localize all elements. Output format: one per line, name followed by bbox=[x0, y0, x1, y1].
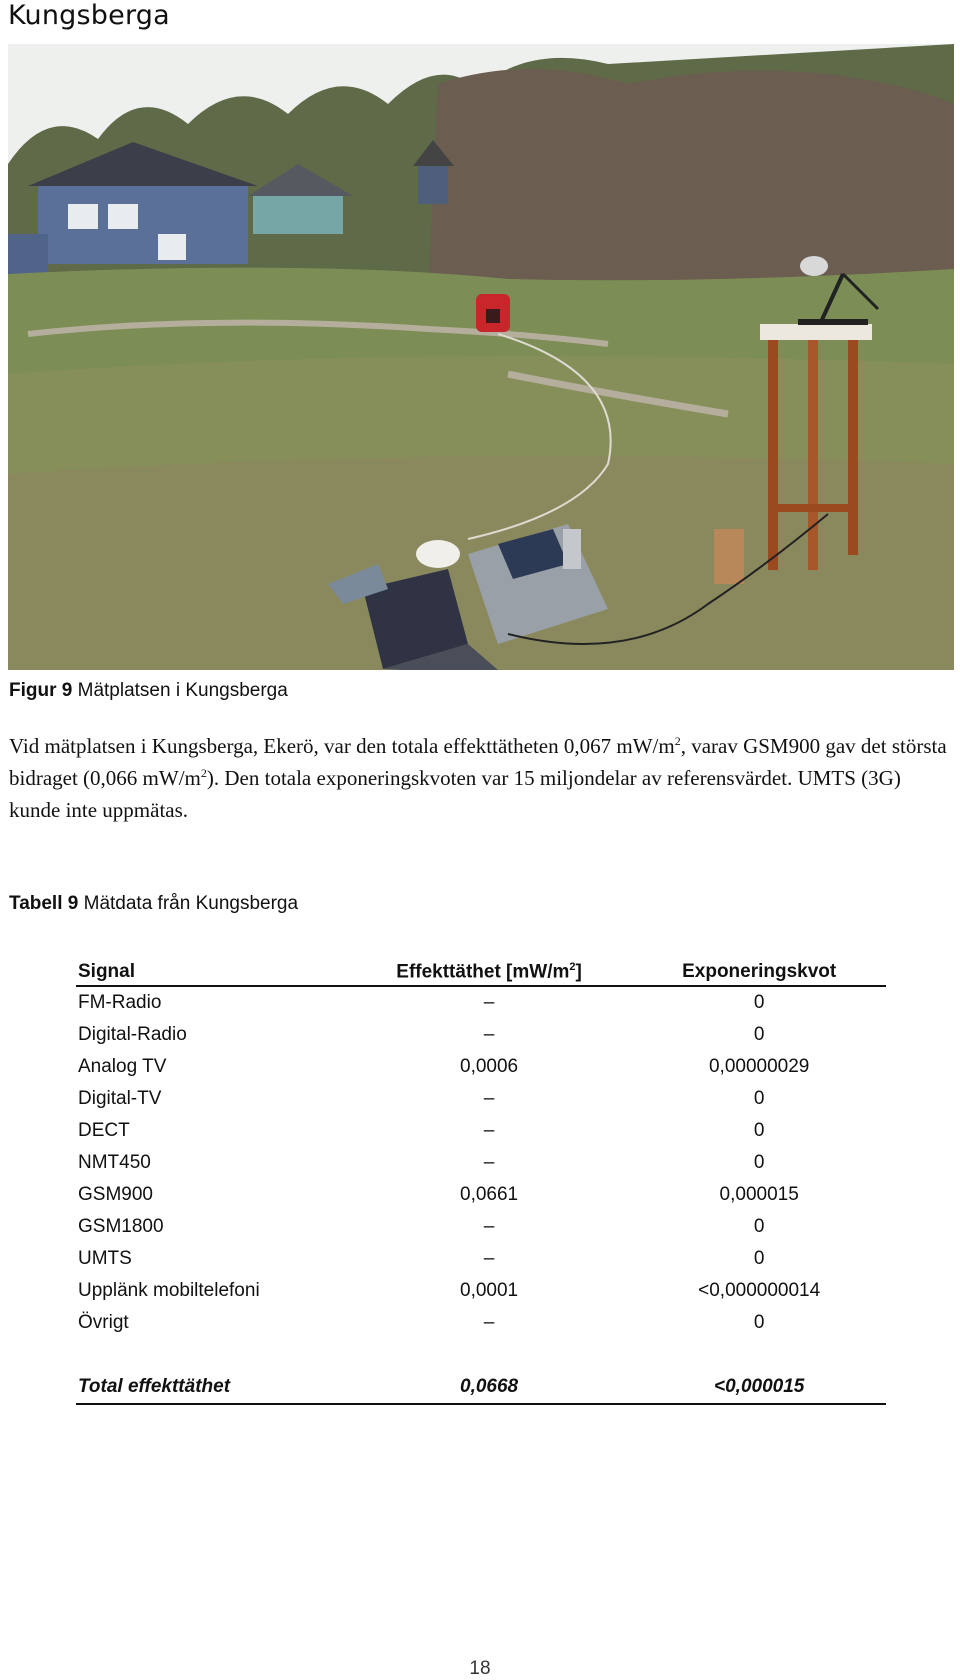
page-number: 18 bbox=[469, 1658, 491, 1679]
cell-ratio: 0 bbox=[753, 1152, 765, 1173]
cell-density: 0,0661 bbox=[460, 1184, 519, 1205]
figure-label: Figur 9 bbox=[9, 680, 73, 701]
header-ratio: Exponeringskvot bbox=[630, 951, 886, 986]
cell-signal: Övrigt bbox=[78, 1312, 129, 1333]
table-row bbox=[76, 1179, 886, 1211]
table-row bbox=[76, 986, 886, 1019]
paragraph-part-2: , varav GSM900 gav det största bidraget (0,066 mW/m bbox=[9, 734, 947, 790]
cell-ratio: 0 bbox=[753, 1120, 765, 1141]
cell-signal: Upplänk mobiltelefoni bbox=[78, 1280, 260, 1301]
cell-signal: NMT450 bbox=[78, 1152, 151, 1173]
cell-density: – bbox=[483, 992, 495, 1013]
cell-ratio: <0,000000014 bbox=[698, 1280, 821, 1301]
cell-signal: UMTS bbox=[78, 1248, 132, 1269]
cell-signal: Digital-TV bbox=[78, 1088, 162, 1109]
figure-caption bbox=[9, 680, 288, 702]
total-ratio: <0,000015 bbox=[630, 1371, 886, 1404]
cell-density: – bbox=[483, 1024, 495, 1045]
total-signal: Total effekttäthet bbox=[76, 1371, 346, 1404]
cell-density: – bbox=[483, 1088, 495, 1109]
header-signal: Signal bbox=[76, 951, 346, 986]
cell-signal: GSM1800 bbox=[78, 1216, 164, 1237]
paragraph-part-1: Vid mätplatsen i Kungsberga, Ekerö, var den totala effekttätheten 0,067 mW/m bbox=[9, 734, 675, 758]
cell-density: – bbox=[483, 1248, 495, 1269]
table-row bbox=[76, 1211, 886, 1243]
measurement-site-photo bbox=[8, 44, 954, 670]
cell-density: – bbox=[483, 1120, 495, 1141]
paragraph-sup-1: 2 bbox=[674, 734, 681, 748]
table-total-row bbox=[76, 1371, 886, 1404]
table-row bbox=[76, 1115, 886, 1147]
cell-ratio: 0 bbox=[753, 1312, 765, 1333]
table-row bbox=[76, 1083, 886, 1115]
cell-signal: Analog TV bbox=[78, 1056, 167, 1077]
cell-ratio: 0,000015 bbox=[719, 1184, 799, 1205]
table-row bbox=[76, 1019, 886, 1051]
table-label: Tabell 9 bbox=[9, 893, 79, 914]
table-row bbox=[76, 1147, 886, 1179]
table-caption-text: Mätdata från Kungsberga bbox=[83, 893, 299, 914]
header-density bbox=[346, 951, 631, 986]
body-paragraph bbox=[9, 730, 954, 826]
paragraph-part-3: ). Den totala exponeringskvoten var 15 miljondelar av referensvärdet. UMTS (3G) kunde inte uppmätas. bbox=[9, 766, 901, 822]
header-density-close: ] bbox=[575, 961, 582, 982]
generator bbox=[476, 294, 510, 332]
figure-caption-text: Mätplatsen i Kungsberga bbox=[77, 680, 288, 701]
cell-ratio: 0 bbox=[753, 1216, 765, 1237]
cell-density: – bbox=[483, 1312, 495, 1333]
table-row bbox=[76, 1243, 886, 1275]
table-spacer-row bbox=[76, 1339, 886, 1371]
page-heading: Kungsberga bbox=[8, 0, 170, 31]
paragraph-sup-2: 2 bbox=[200, 766, 207, 780]
table-row bbox=[76, 1051, 886, 1083]
table-row bbox=[76, 1307, 886, 1339]
cell-density: – bbox=[483, 1216, 495, 1237]
cell-signal: DECT bbox=[78, 1120, 130, 1141]
cell-density: 0,0006 bbox=[460, 1056, 519, 1077]
cell-ratio: 0,00000029 bbox=[708, 1056, 810, 1077]
header-density-sup: 2 bbox=[569, 960, 576, 973]
cell-ratio: 0 bbox=[753, 1024, 765, 1045]
cell-density: 0,0001 bbox=[460, 1280, 519, 1301]
cell-signal: FM-Radio bbox=[78, 992, 162, 1013]
table-row bbox=[76, 1275, 886, 1307]
cell-ratio: 0 bbox=[753, 1248, 765, 1269]
table-caption bbox=[9, 893, 298, 915]
header-density-text: Effekttäthet [mW/m bbox=[396, 961, 570, 982]
total-density: 0,0668 bbox=[346, 1371, 631, 1404]
cell-ratio: 0 bbox=[753, 1088, 765, 1109]
table-header-row bbox=[76, 951, 886, 986]
cell-density: – bbox=[483, 1152, 495, 1173]
cell-signal: GSM900 bbox=[78, 1184, 153, 1205]
measurement-table bbox=[76, 951, 886, 1405]
cell-ratio: 0 bbox=[753, 992, 765, 1013]
cell-signal: Digital-Radio bbox=[78, 1024, 187, 1045]
